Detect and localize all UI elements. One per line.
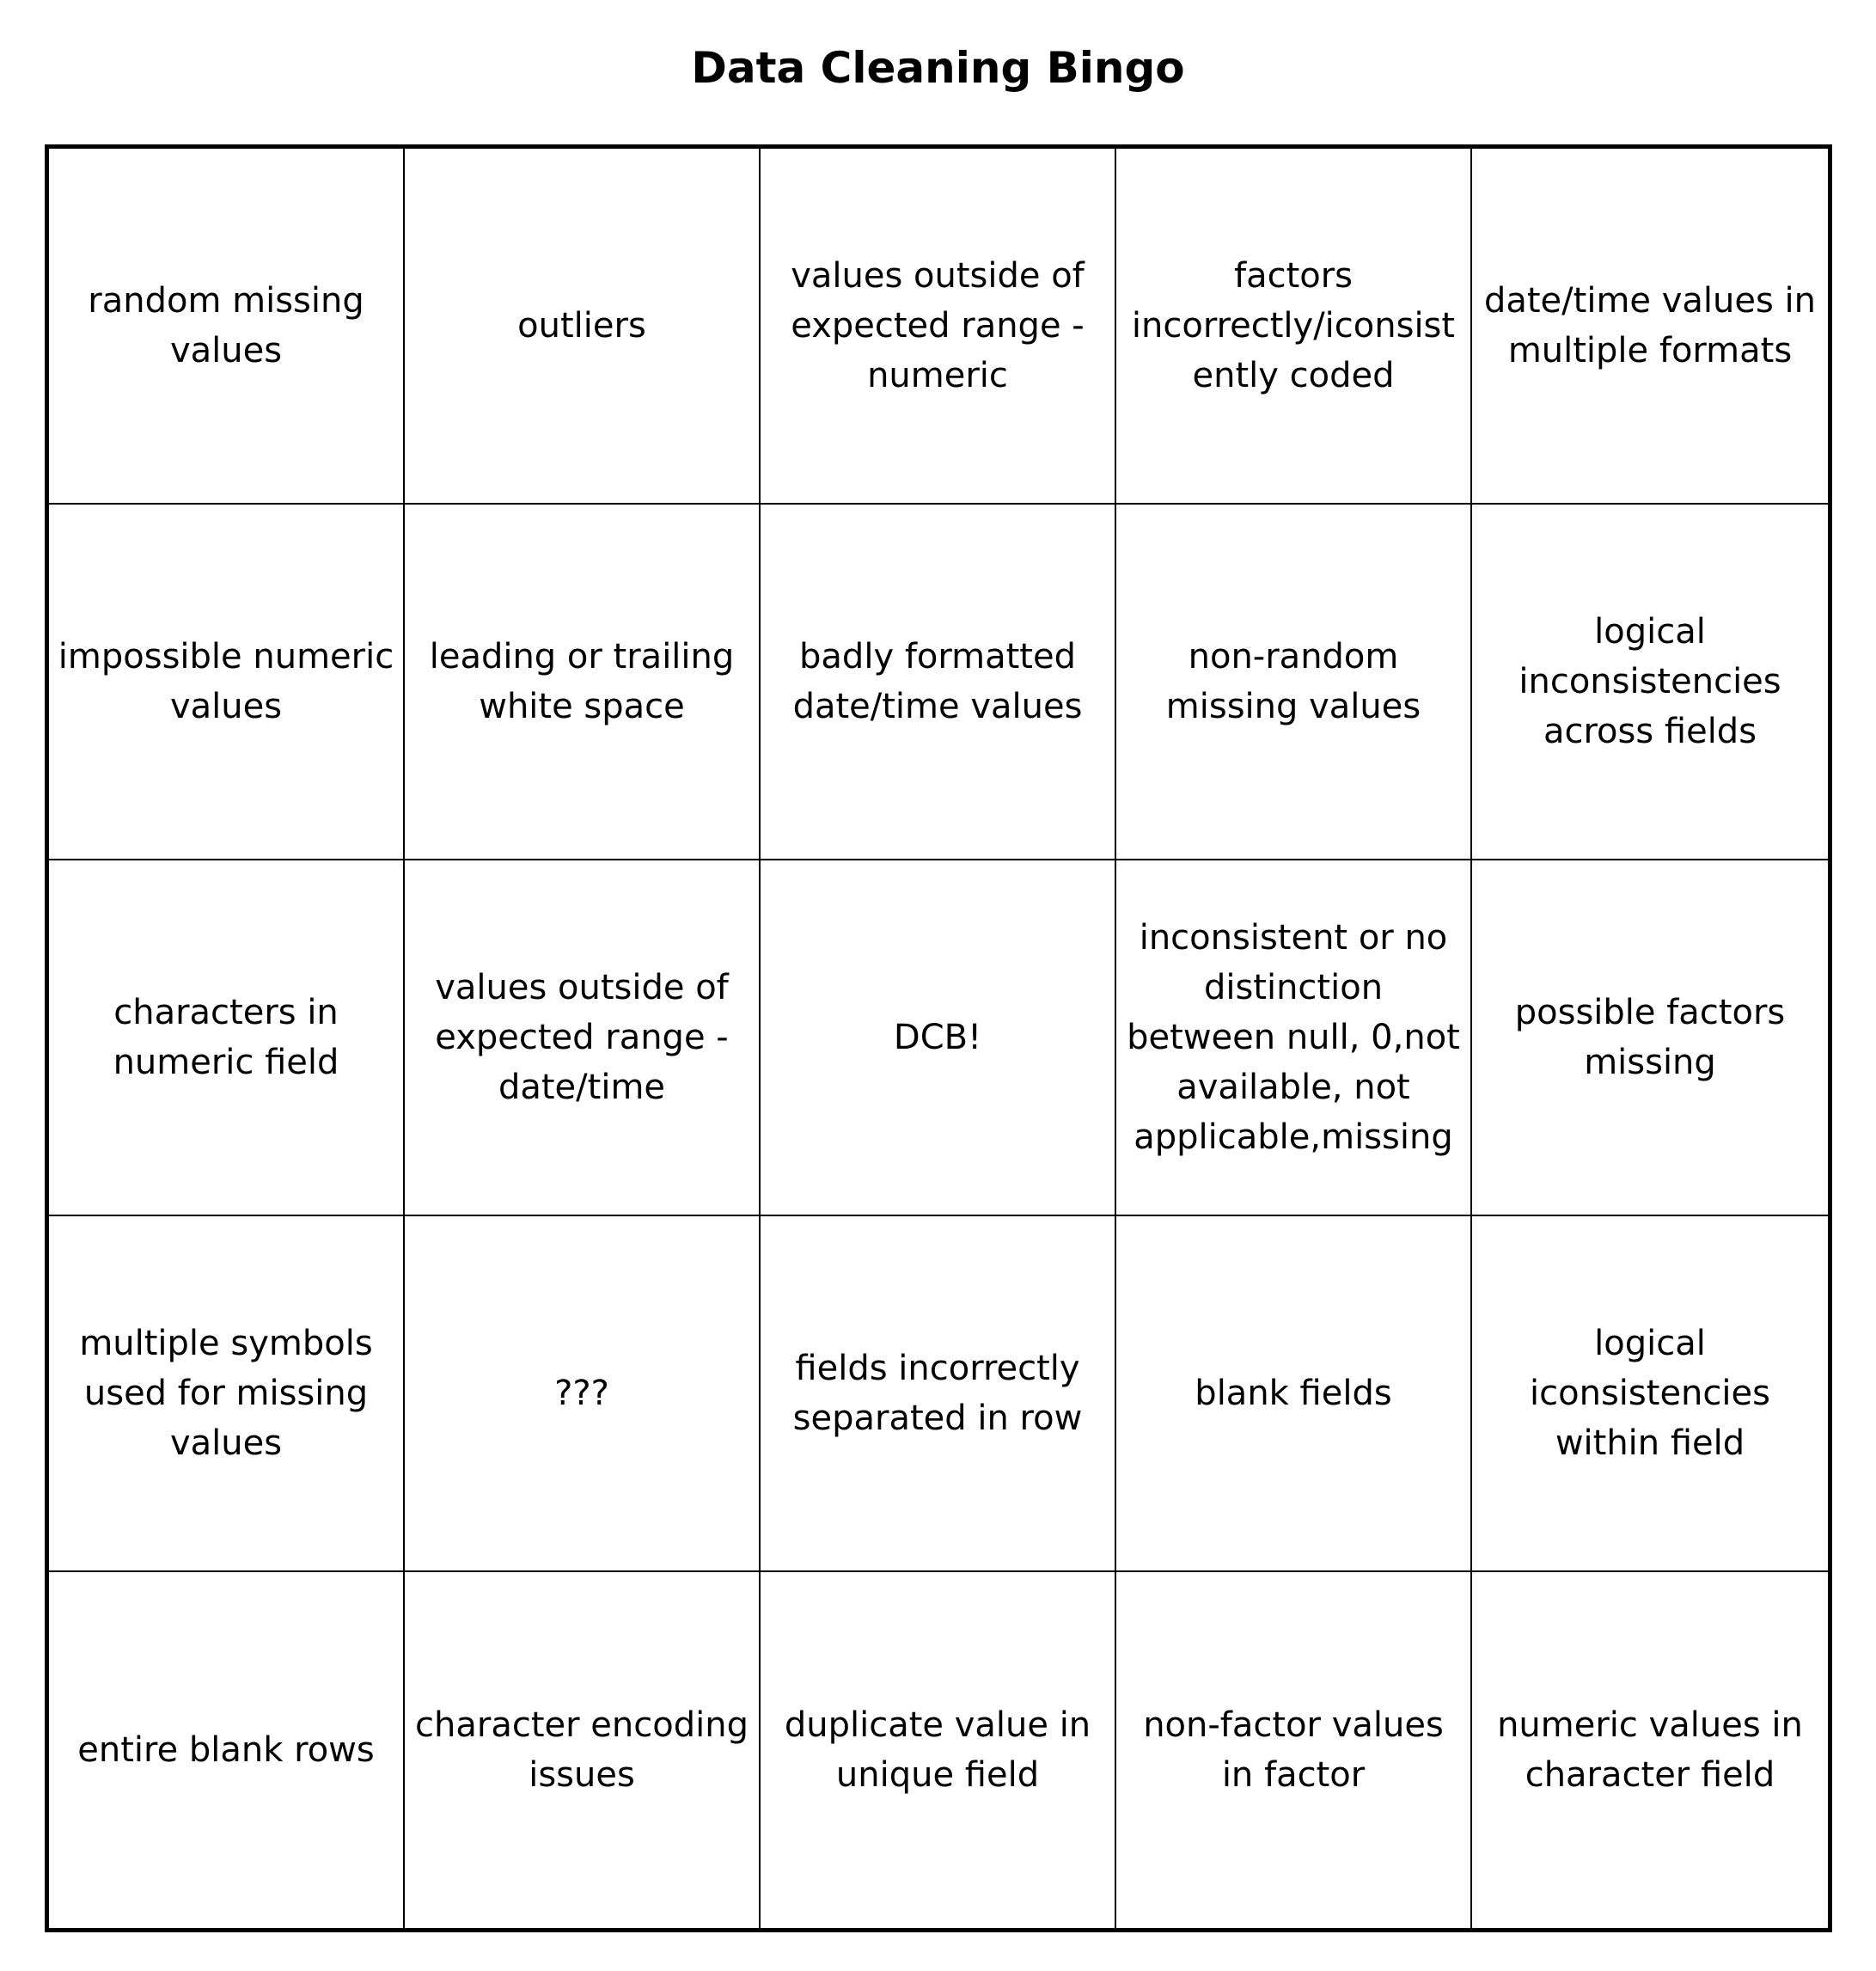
bingo-cell <box>49 149 405 505</box>
bingo-cell-text: possible factors missing <box>1514 993 1786 1082</box>
bingo-cell-text: date/time values in multiple formats <box>1483 281 1817 370</box>
bingo-cell-text: blank fields <box>1195 1374 1392 1413</box>
bingo-cell-text: duplicate value in unique field <box>784 1705 1091 1795</box>
bingo-cell-text: multiple symbols used for missing values <box>79 1324 373 1463</box>
bingo-cell <box>1472 505 1828 860</box>
bingo-cell <box>1472 149 1828 505</box>
bingo-cell <box>405 505 761 860</box>
bingo-cell <box>49 1572 405 1928</box>
bingo-cell-text: DCB! <box>893 1018 982 1057</box>
bingo-cell-text: logical inconsistencies across fields <box>1519 612 1781 751</box>
bingo-cell <box>405 860 761 1216</box>
bingo-cell-text: numeric values in character field <box>1497 1705 1803 1795</box>
bingo-cell-text: ??? <box>554 1374 609 1413</box>
bingo-cell <box>405 149 761 505</box>
bingo-cell-text: inconsistent or no distinction between null, 0,not available, not applicable,missing <box>1127 918 1460 1157</box>
bingo-cell-text: factors incorrectly/iconsistently coded <box>1131 256 1456 395</box>
bingo-board <box>45 144 1832 1932</box>
bingo-cell <box>1116 149 1472 505</box>
bingo-cell <box>1116 860 1472 1216</box>
bingo-cell <box>761 1572 1116 1928</box>
bingo-cell <box>1116 505 1472 860</box>
bingo-cell-text: impossible numeric values <box>58 637 394 726</box>
bingo-cell-text: values outside of expected range - numeric <box>791 256 1085 395</box>
bingo-cell <box>1116 1572 1472 1928</box>
bingo-cell-text: entire blank rows <box>77 1730 375 1770</box>
page-title: Data Cleaning Bingo <box>691 43 1185 93</box>
bingo-cell-text: non-factor values in factor <box>1143 1705 1444 1795</box>
bingo-cell <box>405 1216 761 1572</box>
bingo-cell <box>405 1572 761 1928</box>
bingo-cell-text: logical iconsistencies within field <box>1530 1324 1770 1463</box>
bingo-cell-text: non-random missing values <box>1165 637 1421 726</box>
bingo-free-space <box>761 860 1116 1216</box>
bingo-cell-text: outliers <box>517 306 646 346</box>
bingo-cell-text: fields incorrectly separated in row <box>792 1349 1083 1438</box>
bingo-cell-text: character encoding issues <box>415 1705 749 1795</box>
bingo-cell <box>761 149 1116 505</box>
bingo-cell <box>1472 860 1828 1216</box>
bingo-cell-text: badly formatted date/time values <box>792 637 1083 726</box>
bingo-cell-text: leading or trailing white space <box>429 637 735 726</box>
bingo-cell <box>1472 1216 1828 1572</box>
bingo-cell-text: random missing values <box>88 281 364 370</box>
bingo-cell <box>761 1216 1116 1572</box>
bingo-cell <box>1472 1572 1828 1928</box>
bingo-cell <box>49 505 405 860</box>
bingo-cell <box>49 860 405 1216</box>
bingo-cell-text: values outside of expected range - date/time <box>435 968 729 1107</box>
bingo-cell <box>49 1216 405 1572</box>
bingo-cell-text: characters in numeric field <box>113 993 339 1082</box>
bingo-cell <box>761 505 1116 860</box>
bingo-cell <box>1116 1216 1472 1572</box>
